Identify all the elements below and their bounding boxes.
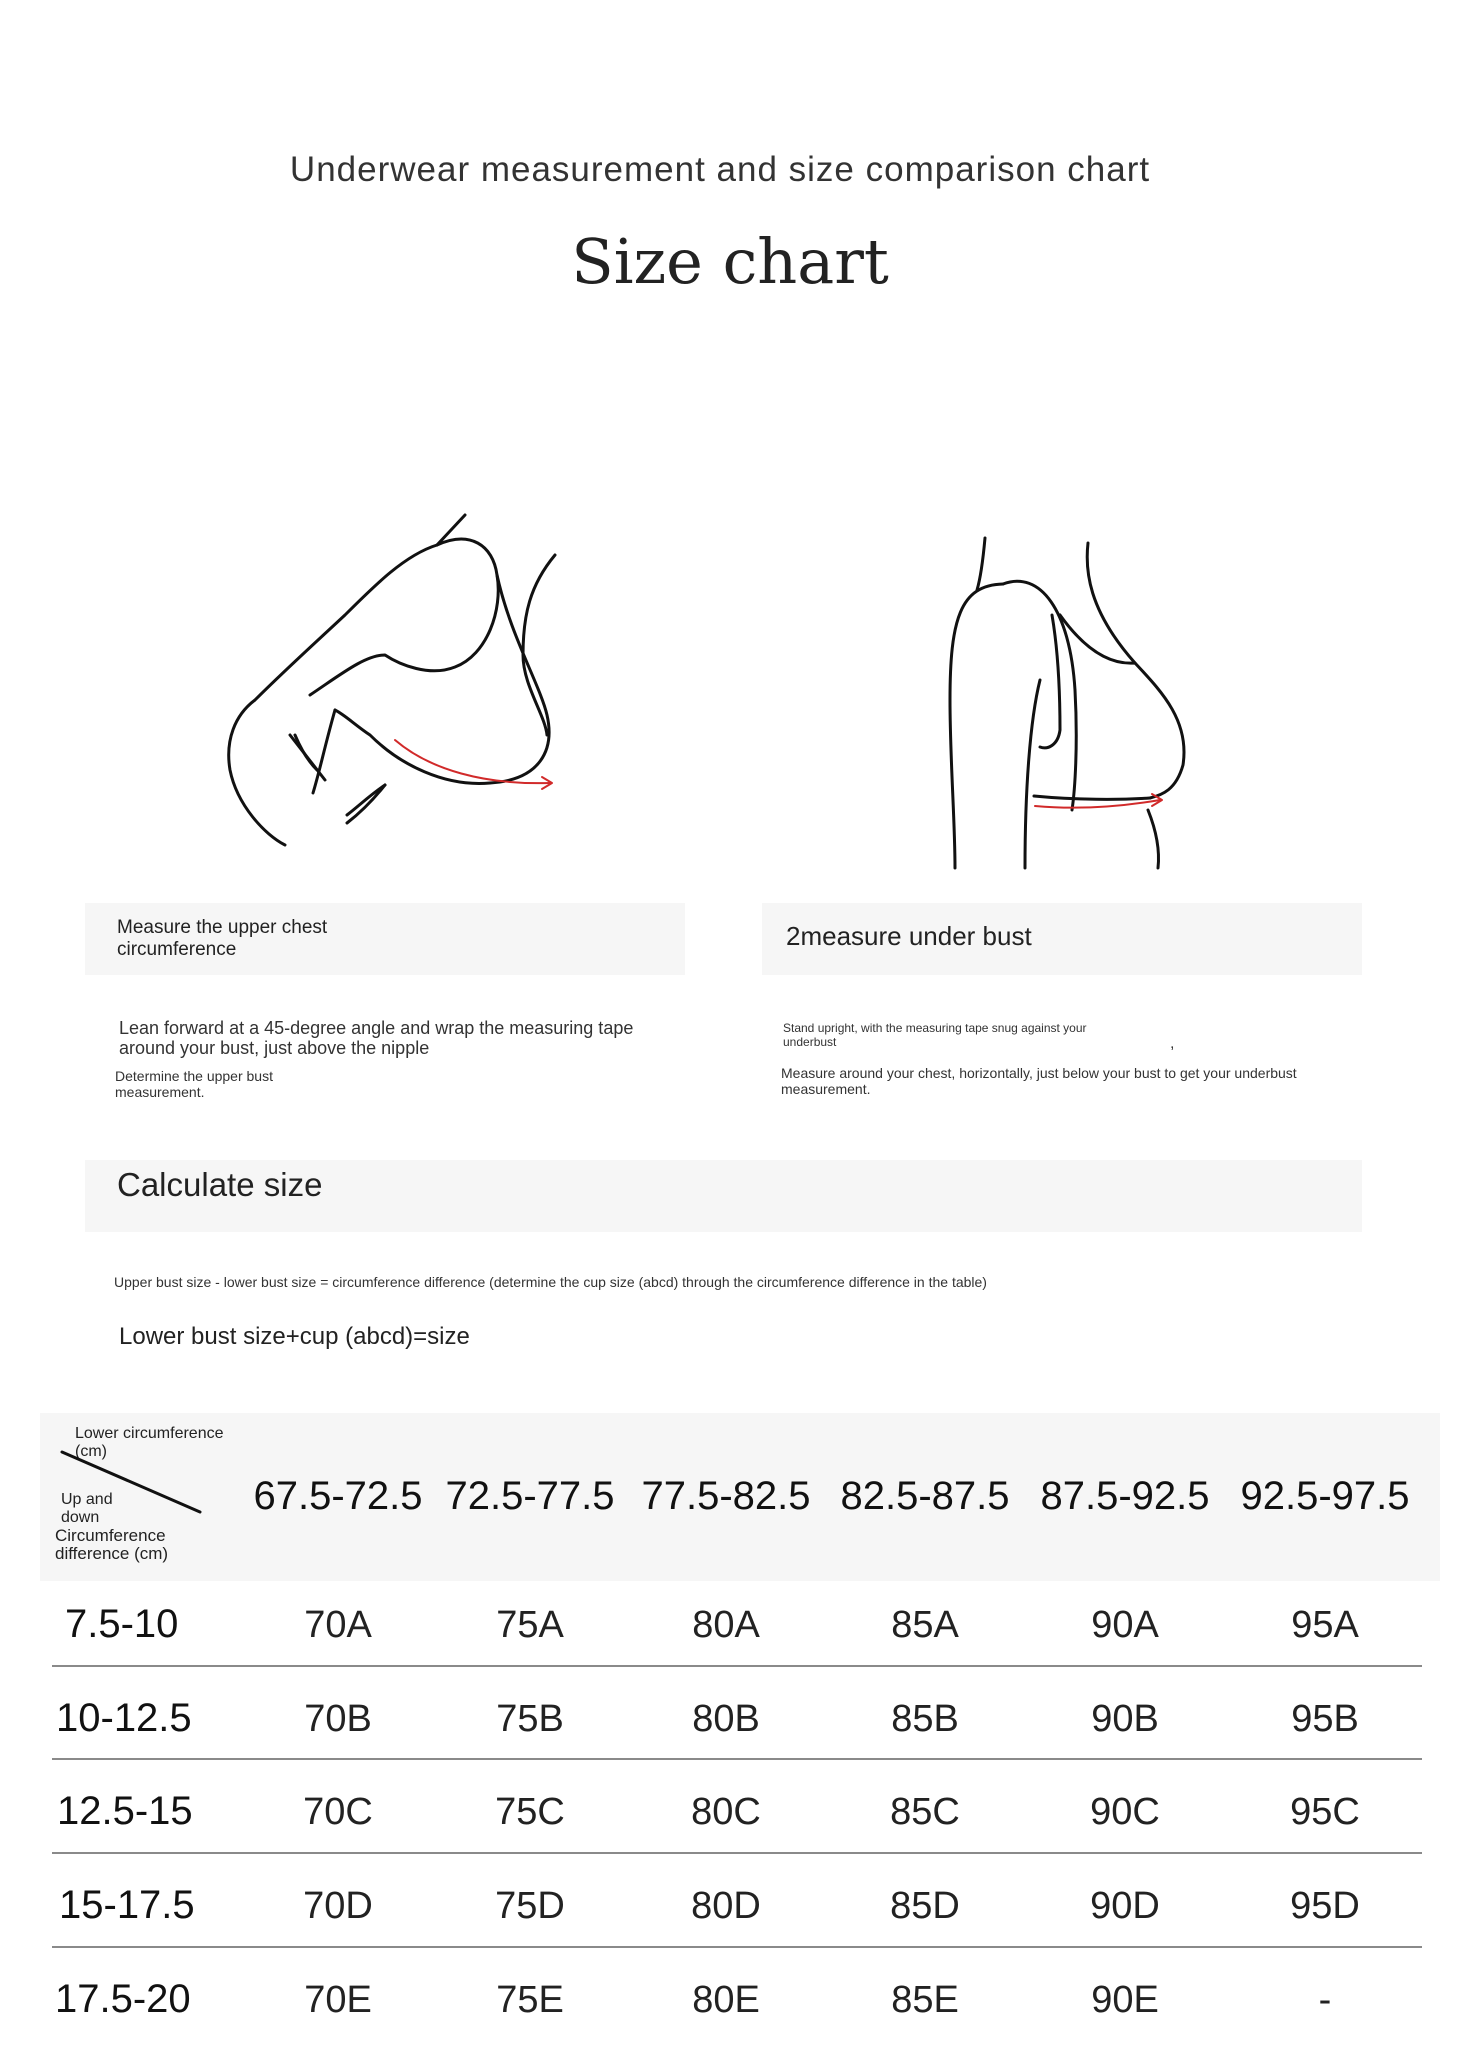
corner-up-and-down: Up and down [61, 1491, 113, 1526]
size-cell: 90A [1091, 1604, 1159, 1646]
size-cell: 85A [891, 1604, 959, 1646]
size-cell: - [1318, 1979, 1332, 2021]
column-header: 87.5-92.5 [1040, 1474, 1210, 1518]
page-title: Size chart [571, 225, 889, 298]
size-cell: 70B [304, 1698, 372, 1740]
row-divider [52, 1758, 1422, 1760]
column-header: 82.5-87.5 [840, 1474, 1010, 1518]
step2-label: 2measure under bust [786, 921, 1032, 951]
size-cell: 80C [691, 1791, 761, 1833]
size-cell: 85D [890, 1885, 960, 1927]
size-cell: 80E [692, 1979, 760, 2021]
step1-instruction: Lean forward at a 45-degree angle and wrap the measuring tape around your bust, just above the nipple [119, 1018, 634, 1058]
calculate-note: Upper bust size - lower bust size = circumference difference (determine the cup size (abcd) through the circumference difference in the table) [114, 1274, 987, 1290]
size-formula: Lower bust size+cup (abcd)=size [119, 1323, 470, 1350]
size-cell: 85B [891, 1698, 959, 1740]
corner-circumference-difference: Circumference difference (cm) [55, 1526, 169, 1563]
step2-detail: Measure around your chest, horizontally, just below your bust to get your underbust measurement. [781, 1065, 1297, 1097]
row-header-circumference-difference: 12.5-15 [57, 1789, 193, 1833]
size-cell: 75C [495, 1791, 565, 1833]
row-divider [52, 1665, 1422, 1667]
row-header-circumference-difference: 7.5-10 [65, 1602, 179, 1646]
size-cell: 75E [496, 1979, 564, 2021]
size-cell: 90B [1091, 1698, 1159, 1740]
size-cell: 70C [303, 1791, 373, 1833]
size-cell: 95C [1290, 1791, 1360, 1833]
stand-upright-illustration [920, 525, 1210, 875]
column-header: 77.5-82.5 [641, 1474, 811, 1518]
column-header: 67.5-72.5 [253, 1474, 423, 1518]
row-divider [52, 1946, 1422, 1948]
step1-label: Measure the upper chest circumference [117, 917, 328, 960]
size-cell: 95A [1291, 1604, 1359, 1646]
calculate-label: Calculate size [117, 1166, 323, 1203]
row-header-circumference-difference: 15-17.5 [59, 1883, 195, 1927]
size-cell: 75A [496, 1604, 564, 1646]
size-cell: 90D [1090, 1885, 1160, 1927]
size-cell: 85C [890, 1791, 960, 1833]
row-header-circumference-difference: 17.5-20 [55, 1977, 191, 2021]
column-header: 92.5-97.5 [1240, 1474, 1410, 1518]
size-cell: 75B [496, 1698, 564, 1740]
size-cell: 90E [1091, 1979, 1159, 2021]
row-divider [52, 1852, 1422, 1854]
page-subtitle: Underwear measurement and size comparison chart [289, 150, 1151, 189]
column-header: 72.5-77.5 [445, 1474, 615, 1518]
size-cell: 95B [1291, 1698, 1359, 1740]
size-cell: 70E [304, 1979, 372, 2021]
row-header-circumference-difference: 10-12.5 [56, 1696, 192, 1740]
size-cell: 70A [304, 1604, 372, 1646]
size-cell: 80A [692, 1604, 760, 1646]
step1-detail: Determine the upper bust measurement. [115, 1068, 273, 1100]
size-cell: 70D [303, 1885, 373, 1927]
size-cell: 80B [692, 1698, 760, 1740]
size-cell: 75D [495, 1885, 565, 1927]
size-cell: 95D [1290, 1885, 1360, 1927]
step2-mark: , [1170, 1035, 1175, 1052]
size-cell: 90C [1090, 1791, 1160, 1833]
lean-forward-illustration [225, 515, 585, 855]
corner-lower-circumference: Lower circumference (cm) [75, 1425, 224, 1460]
step2-instruction: Stand upright, with the measuring tape snug against your underbust [783, 1021, 1087, 1049]
size-cell: 85E [891, 1979, 959, 2021]
size-cell: 80D [691, 1885, 761, 1927]
